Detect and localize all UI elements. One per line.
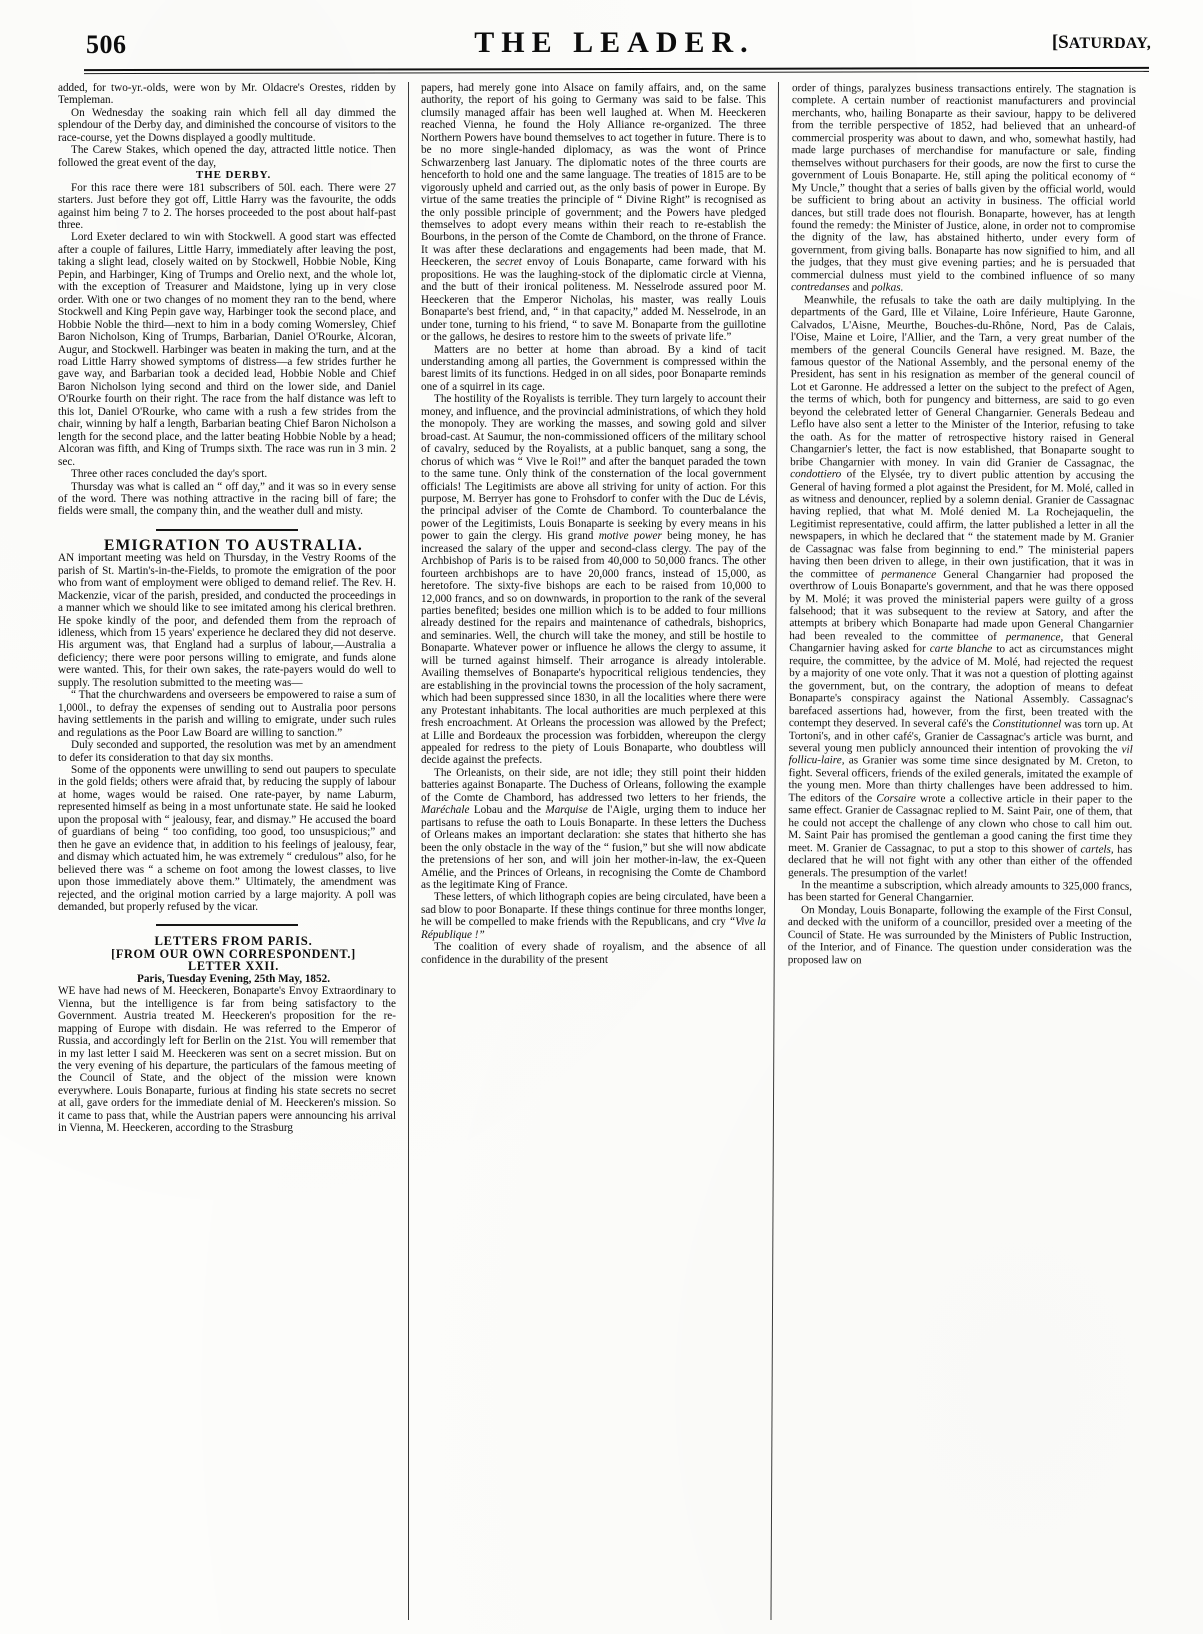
column-three	[770, 82, 1136, 1622]
paragraph: The coalition of every shade of royalism, and the absence of all confidence in the durability of the present	[421, 941, 766, 966]
paragraph-body: The Orleanists, on their side, are not idle; they still point their hidden batteries against Bonaparte. The Duchess of Orleans, following the example of the Comte de Chambord, has addressed two letters to her friends, the	[421, 766, 766, 804]
italic-phrase: cartels,	[1080, 843, 1114, 856]
paragraph-body: Lobau and the	[469, 804, 546, 817]
paragraph: Three other races concluded the day's sport.	[71, 468, 268, 481]
paragraph-body: The hostility of the Royalists is terrible. They turn largely to account their money, and influence, and the provincial administrations, of which they hold the monopoly. They are working the masses, and sowing gold and silver broad-cast. At Saumur, the non-commissioned officers of the military school of cavalry, seduced by the Royalists, at a public banquet, sang a song, the chorus of which was “ Vive le Roi!” and after the banquet paraded the town to the same tune. Only think of the consternation of the local government officials! The Legitimists are above all striving for unity of action. For this purpose, M. Berryer has gone to Frohsdorf to confer with the Duc de Lévis, the principal adviser of the Comte de Chambord. To counterbalance the power of the Legitimists, Louis Bonaparte is seeking by every means in his power to gain the clergy. His grand	[421, 393, 766, 543]
issue-day-text: ATURDAY,	[1068, 35, 1151, 52]
paragraph: Duly seconded and supported, the resolution was met by an amendment to defer its consideration to that day six months.	[58, 739, 396, 764]
italic-phrase: motive power	[598, 530, 662, 543]
correspondent-credit: [FROM OUR OWN CORRESPONDENT.]	[111, 946, 356, 961]
paragraph-body: These letters, of which lithograph copies are being circulated, have been a sad blow to poor Bonaparte. If these things continue for three months longer, he will be compelled to make friends with the Republicans, and cry	[421, 891, 766, 929]
paragraph: added, for two-yr.-olds, were won by Mr. Oldacre's Orestes, ridden by Templeman.	[58, 82, 396, 107]
italic-phrase: “Vive la République !”	[421, 916, 766, 941]
paragraph: In the meantime a subscription, which already amounts to 325,000 francs, has been started for General Changarnier.	[787, 879, 1133, 905]
paragraph	[58, 985, 396, 1134]
paragraph-body: has declared that he will not fight with any other than either of the offended generals. The presumption of the varlet!	[788, 843, 1133, 880]
italic-phrase: condottiero	[790, 468, 842, 481]
italic-phrase: polkas.	[871, 281, 904, 294]
italic-phrase: Marquise	[545, 804, 588, 817]
paragraph-body: envoy of Louis Bonaparte, came forward with his propositions. He was the laughing-stock of the diplomatic circle at Vienna, and the butt of their ironical politeness. M. Nesselrode assured poor M. Heeckeren that the Emperor Nicholas, his master, was really Louis Bonaparte's best friend, and, “ in that capacity,” added M. Nesselrode, in an under tone, turning to his friend, “ to save M. Bonaparte from the guillotine or the gallows, he desires to restore him to the sweets of private life.”	[421, 256, 766, 344]
italic-phrase: permanence,	[1005, 631, 1064, 644]
column-one	[58, 82, 408, 1620]
issue-day	[1052, 32, 1151, 54]
paragraph	[791, 82, 1136, 295]
paragraph-lead-in: WE	[58, 985, 76, 998]
italic-phrase: Corsaire	[876, 792, 916, 805]
paragraph	[421, 82, 766, 344]
paragraph-body: wrote a collective article in their paper to the same effect. Granier de Cassagnac replied to M. Saint Pair, one of them, that he could not accept the challenge of any clown who chose to call him out. M. Saint Pair has promised the gentleman a good caning the first time they meet. M. Granier de Cassagnac, to put a stop to this shower of	[788, 792, 1133, 856]
paragraph-body: papers, had merely gone into Alsace on family affairs, and, on the same authority, the report of his going to Germany was said to be false. This clumsily managed affair has been well laughed at. When M. Heeckeren reached Vienna, he found the Holy Alliance re-organized. The three Northern Powers have bound themselves to act together in future. There is to be no more single-handed diplomacy, as was the wont of Prince Schwarzenberg last January. The diplomatic notes of the three courts are henceforth to hold one and the same language. The treaties of 1815 are to be vigorously upheld and carried out, as the only basis of power in Europe. By virtue of the same treaties the principle of “ Divine Right” is recognised as the only possible principle of government; and the Powers have pledged themselves to adopt every means within their reach to re-establish the Bourbons, in the person of the Comte de Chambord, on the throne of France. It was after these declarations and engagements had been made, that M. Heeckeren, the	[421, 82, 766, 269]
paragraph-body: of the Elysée, try to divert public attention by accusing the General of having formed a plot against the President, for M. Molé, called in as witness and denouncer, replied by a solemn denial. Granier de Cassagnac having replied, that what M. Molé denied M. La Rochejaquelin, the Legitimist representative, could affirm, the latter published a letter in all the newspapers, in which he declared that “ the statement made by M. Granier de Cassagnac was false from beginning to end.” The ministerial papers having then been driven to allege, in their own justification, that it was in the committee of	[789, 468, 1135, 581]
paragraph	[421, 891, 766, 941]
paragraph-body: Meanwhile, the refusals to take the oath are daily multiplying. In the departments of the Gard, Ille et Vilaine, Loire Inférieure, Haute Garonne, Calvados, L'Aisne, Meurthe, Bouches-du-Rhône, Nord, Pas de Calais, l'Oise, Maine et Loire, l'Allier, and the Tarn, a very great number of the members of the general Councils General have resigned. M. Baze, the famous questor of the National Assembly, and the personal enemy of the President, has sent in his resignation as member of the general council of Lot et Garonne. He addressed a letter on the subject to the prefect of Agen, the terms of which, both for pungency and bitterness, are said to go even beyond the celebrated letter of General Changarnier. Generals Bedeau and Leflo have also sent a letter to the Minister of the Interior, refusing to take the oath. As for the matter of retrospective history raised in General Changarnier's letter, the fact is now established, that Bonaparte sought to bribe Changarnier with money. In vain did Granier de Cassagnac, the	[790, 293, 1135, 470]
paragraph: On Monday, Louis Bonaparte, following the example of the First Consul, and decked with the uniform of a councillor, presided over a meeting of the Council of State. He was surrounded by the Ministers of Public Instruction, of the Interior, and of Finance. The question under consideration was the proposed law on	[787, 904, 1132, 967]
section-divider	[156, 924, 298, 926]
paragraph-body: important meeting was held on Thursday, in the Vestry Rooms of the parish of St. Martin's-in-the-Fields, to promote the emigration of the poor who from want of employment were obliged to demand relief. The Rev. H. Mackenzie, vicar of the parish, presided, and conducted the proceedings in a manner which we should like to see imitated among his clerical brethren. He spoke kindly of the poor, and defended them from the reproach of idleness, which from 15 years' experience he declared they did not deserve. His argument was, that England had a surplus of labour,—Australia a deficiency; there were poor persons willing to emigrate, and funds alone were wanted. This, for their own sakes, the rate-payers would do well to supply. The resolution submitted to the meeting was—	[58, 552, 396, 689]
italic-phrase: Maréchale	[421, 804, 470, 817]
paragraph	[58, 552, 396, 689]
article-heading-letters-from-paris: LETTERS FROM PARIS.	[154, 934, 313, 949]
dateline: Paris, Tuesday Evening, 25th May, 1852.	[136, 972, 330, 985]
italic-phrase: permanence	[881, 568, 937, 581]
publication-title: THE LEADER.	[474, 26, 755, 59]
paragraph-lead-in: AN	[58, 552, 75, 565]
paragraph	[788, 294, 1135, 881]
italic-phrase: contredanses	[790, 281, 850, 294]
column-container	[58, 82, 1153, 1620]
paragraph-body: that General Changarnier having asked for	[789, 631, 1134, 656]
italic-phrase: secret	[495, 256, 522, 269]
paragraph-body: de l'Aigle, urging them to induce her partisans to refuse the oath to Louis Bonaparte. In these letters the Duchess of Orleans makes an important declaration: she states that hitherto she has been the only obstacle in the way of the “ fusion,” but she will now abdicate the pretensions of her son, and will join her mother-in-law, the ex-Queen Amélie, and the Princes of Orleans, in recognising the Comte de Chambord as the legitimate King of France.	[421, 804, 766, 891]
paragraph	[421, 393, 766, 767]
paragraph: For this race there were 181 subscribers of 50l. each. There were 27 starters. Just before they got off, Little Harry was the favourite, the odds against him being 7 to 2. The horses proceeded to the post about half-past three.	[58, 181, 396, 231]
column-two	[408, 82, 778, 1620]
italic-phrase: carte blanche	[929, 643, 993, 656]
section-heading-derby: THE DERBY.	[195, 169, 272, 182]
paragraph-body: to act as circumstances might require, the committee, by the advice of M. Molé, had rejected the request by a majority of one vote only. That it was not a question of plotting against the government, but, on the contrary, the adoption of means to defeat Bonaparte's conspiracy against the National Assembly. Cassagnac's barefaced assertions had, however, from the first, been treated with the contempt they deserved. In several café's the	[788, 643, 1134, 731]
paragraph-body: General Changarnier had proposed the overthrow of Louis Bonaparte's government, and that he was there opposed by M. Molé; it was proved the ministerial papers were guilty of a gross falsehood; that it was subsequent to the review at Satory, and after the attempts at bribery which Bonaparte had made upon General Changarnier had been revealed to the committee of	[789, 568, 1134, 644]
paragraph-quoted-resolution: “ That the churchwardens and overseers be empowered to raise a sum of 1,000l., to defray the expenses of sending out to Australia poor persons having settlements in the parish and willing to emigrate, under such rules and regulations as the Poor Law Board are willing to sanction.”	[58, 689, 396, 739]
paragraph: Lord Exeter declared to win with Stockwell. A good start was effected after a couple of failures, Little Harry, immediately after leaving the post, taking a slight lead, closely waited on by Stockwell, Hobbie Noble, King Pepin, and Harbinger, King of Trumps and Orelio next, and the whole lot, with the exception of Treasurer and Maidstone, lying up in very close order. With one or two changes of no moment they ran to the bend, where Stockwell and King Pepin gave way, Harbinger took the second place, and Hobbie Noble the third—next to him in a body coming Womersley, Chief Baron Nicholson, King of Trumps, Barbarian, Daniel O'Rourke, Alcoran, Augur, and Stockwell. Harbinger was beaten in making the turn, and at the road Little Harry showed symptoms of distress—a few strides further he gave way, and Barbarian took a decided lead, Hobbie Noble and Chief Baron Nicholson lying second and third on the lower side, and Daniel O'Rourke fourth on their right. The race from the half distance was left to this lot, Daniel O'Rourke, who came with a rush a few strides from the chair, winning by half a length, Barbarian beating Chief Baron Nicholson a length for the second place, and the latter beating Hobbie Noble by a head; Alcoran was fifth, and King of Trumps sixth. The race was run in 3 min. 2 sec.	[58, 231, 396, 468]
italic-phrase: vil follicu-laire,	[788, 743, 1133, 767]
paragraph: Matters are no better at home than abroad. By a kind of tacit understanding among all parties, the Government is compressed within the barest limits of its functions. Hedged in on all sides, poor Bonaparte reminds one of a squirrel in its cage.	[421, 343, 766, 393]
article-heading-emigration: EMIGRATION TO AUSTRALIA.	[103, 536, 363, 554]
letter-number: LETTER XXII.	[187, 959, 280, 974]
paragraph: Some of the opponents were unwilling to send out paupers to speculate in the gold fields; others were afraid that, by reducing the supply of labour at home, wages would be raised. One rate-payer, by name Laburm, represented himself as being in a most unfortunate state. He said he looked upon the proposal with “ jealousy, fear, and dismay.” He accused the board of guardians of being “ too confiding, too good, too unsuspicious;” and then he gave an evidence that, in addition to his feelings of jealousy, fear, and dismay which actuated him, he was extremely “ credulous” also, for he believed there was “ a scheme on foot among the lowest classes, to live upon those immediately above them.” Ultimately, the amendment was rejected, and the original motion carried by a large majority. A poll was demanded, but properly refused by the vicar.	[58, 764, 396, 913]
paragraph-body: as Granier was some time since designated by M. Creton, to fight. Several officers, friends of the exiled generals, imitated the example of the young men. More than thirty challenges have been addressed to him. The editors of the	[788, 754, 1133, 805]
paragraph: Thursday was what is called an “ off day,” and it was so in every sense of the word. There was nothing attractive in the racing bill of fare; the fields were small, the company thin, and the weather dull and misty.	[58, 480, 396, 518]
paragraph-body: and	[849, 281, 872, 294]
masthead	[60, 24, 1151, 70]
masthead-rule	[84, 67, 1149, 74]
paragraph: On Wednesday the soaking rain which fell all day dimmed the splendour of the Derby day, and diminished the concourse of visitors to the race-course, yet the Downs displayed a goodly multitude.	[58, 106, 396, 144]
paragraph: The Carew Stakes, which opened the day, attracted little notice. Then followed the great event of the day,	[58, 144, 396, 169]
italic-phrase: Constitutionnel	[992, 718, 1062, 731]
page-number: 506	[86, 30, 127, 59]
paragraph-body: have had news of M. Heeckeren, Bonaparte's Envoy Extraordinary to Vienna, but the intelligence is far from being satisfactory to the Government. Austria treated M. Heeckeren's proposition for the re-mapping of Europe with disdain. He was referred to the Emperor of Russia, and accordingly left for Berlin on the 21st. You will remember that in my last letter I said M. Heeckeren was sent on a secret mission. But on the very evening of his departure, the particulars of the famous meeting of the Council of State, and the object of the mission were known everywhere. Louis Bonaparte, furious at finding his state secrets no secret at all, gave orders for the immediate denial of M. Heeckeren's mission. So it came to pass that, while the Austrian papers were announcing his arrival in Vienna, M. Heeckeren, according to the Strasburg	[58, 985, 396, 1135]
issue-day-bracket: [S	[1051, 32, 1069, 53]
section-divider	[156, 529, 298, 531]
paragraph	[421, 767, 766, 892]
paragraph-body: was torn up. At Tortoni's, and in other café's, Granier de Cassagnac's article was burnt, and several young men publicly announced their intention of provoking the	[788, 718, 1133, 756]
paragraph-body: being money, he has increased the salary of the upper and second-class clergy. The pay of the Archbishop of Paris is to be raised from 40,000 to 50,000 francs. The other fourteen archbishops are to have 20,000 francs, instead of 15,000, as heretofore. The sixty-five bishops are each to be raised from 10,000 to 12,000 francs, and so on downwards, in proportion to the rank of the several parties benefited; besides one million which is to be added to four millions already destined for the repairs and maintenance of cathedrals, bishoprics, and seminaries. Well, the church will take the money, and still be hostile to Bonaparte. Whatever power or influence he allows the clergy to assume, it will be turned against himself. Their arrogance is already intolerable. Availing themselves of Bonaparte's hypocritical religious tendencies, they are establishing in the provincial towns the procession of the holy sacrament, which had been suppressed since 1830, in all the localities where there were any Protestant inhabitants. The local authorities are much perplexed at this fresh encroachment. At Orleans the procession was allowed by the Prefect; at Lille and Bordeaux the procession was forbidden, whereupon the clergy appealed for redress to the piety of Louis Bonaparte, who doubtless will decide against the prefects.	[421, 530, 766, 767]
paragraph-body: order of things, paralyzes business transactions entirely. The stagnation is complete. A certain number of reactionist manufacturers and provincial merchants, who, hailing Bonaparte as their saviour, happy to be delivered from the terrible perspective of 1852, had believed that an unheard-of commercial prosperity was about to dawn, and who, somewhat hastily, had made large purchases of merchandise for manufacture or sale, finding themselves without purchasers for their goods, are now the first to curse the government of Louis Bonaparte. He, still aping the political economy of “ My Uncle,” thought that a series of balls given by the official world, would be sufficient to bring about an activity in business. The official world dances, but still trade does not flourish. Bonaparte, however, has at length found the remedy: the Minister of Justice, alone, in order not to compromise the dignity of the law, has abstained hitherto, under every form of government, from giving balls. Bonaparte has now signified to him, and all the judges, that they must give evening parties; and he is persuaded that commercial dulness must yield to the combined influence of so many	[791, 82, 1136, 283]
